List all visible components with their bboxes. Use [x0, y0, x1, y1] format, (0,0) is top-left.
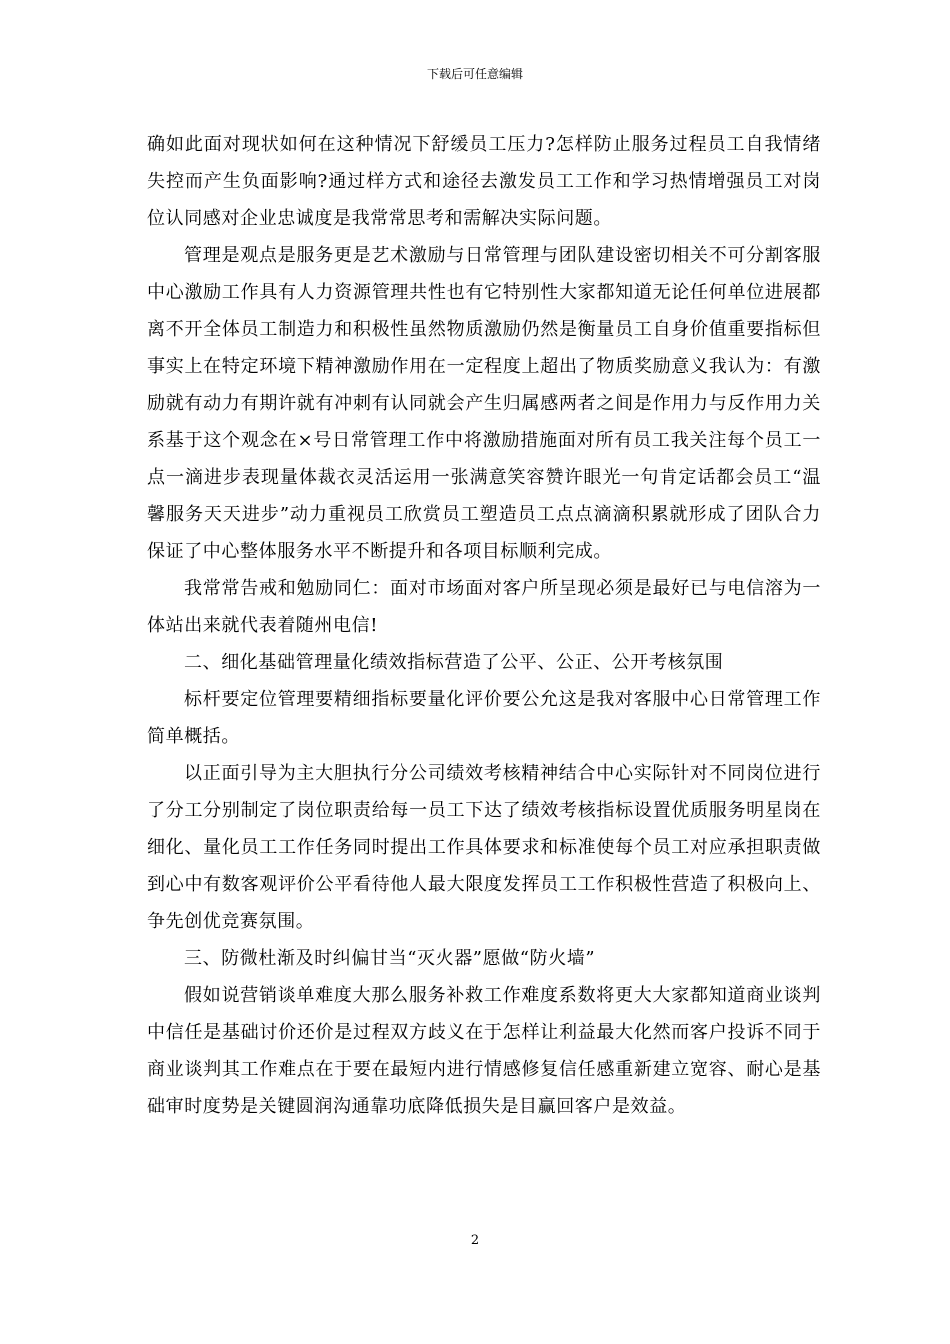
paragraph-3: 我常常告戒和勉励同仁：面对市场面对客户所呈现必须是最好已与电信溶为一体站出来就代表着随州电信! — [147, 578, 821, 636]
paragraph-5: 以正面引导为主大胆执行分公司绩效考核精神结合中心实际针对不同岗位进行了分工分别制定了岗位职责给每一员工下达了绩效考核指标设置优质服务明星岗在细化、量化员工工作任务同时提出工作具体要求和标准使每个员工对应承担职责做到心中有数客观评价公平看待他人最大限度发挥员工工作积极性营造了积极向上、争先创优竞赛氛围。 — [147, 763, 821, 932]
section-heading-3: 三、防微杜渐及时纠偏甘当“灭火器”愿做“防火墙” — [184, 948, 596, 969]
paragraph-4: 标杆要定位管理要精细指标要量化评价要公允这是我对客服中心日常管理工作简单概括。 — [147, 689, 821, 747]
paragraph-6: 假如说营销谈单难度大那么服务补救工作难度系数将更大大家都知道商业谈判中信任是基础讨价还价是过程双方歧义在于怎样让利益最大化然而客户投诉不同于商业谈判其工作难点在于要在最短内进行情感修复信任感重新建立宽容、耐心是基础审时度势是关键圆润沟通靠功底降低损失是目赢回客户是效益。 — [147, 985, 821, 1117]
page-header: 下载后可任意编辑 — [426, 67, 523, 81]
paragraph-1: 确如此面对现状如何在这种情况下舒缓员工压力?怎样防止服务过程员工自我情绪失控而产生负面影响?通过样方式和途径去激发员工工作和学习热情增强员工对岗位认同感对企业忠诚度是我常常思考和需解决实际问题。 — [147, 134, 821, 229]
section-heading-2: 二、细化基础管理量化绩效指标营造了公平、公正、公开考核氛围 — [184, 652, 724, 673]
paragraph-2: 管理是观点是服务更是艺术激励与日常管理与团队建设密切相关不可分割客服中心激励工作具有人力资源管理共性也有它特别性大家都知道无论任何单位进展都离不开全体员工制造力和积极性虽然物质激励仍然是衡量员工自身价值重要指标但事实上在特定环境下精神激励作用在一定程度上超出了物质奖励意义我认为：有激励就有动力有期许就有冲刺有认同就会产生归属感两者之间是作用力与反作用力关系基于这个观念在×号日常管理工作中将激励措施面对所有员工我关注每个员工一点一滴进步表现量体裁衣灵活运用一张满意笑容赞许眼光一句肯定话都会员工“温馨服务天天进步”动力重视员工欣赏员工塑造员工点点滴滴积累就形成了团队合力保证了中心整体服务水平不断提升和各项目标顺利完成。 — [147, 245, 821, 562]
document-body — [147, 126, 821, 1125]
page-number: 2 — [470, 1233, 480, 1248]
